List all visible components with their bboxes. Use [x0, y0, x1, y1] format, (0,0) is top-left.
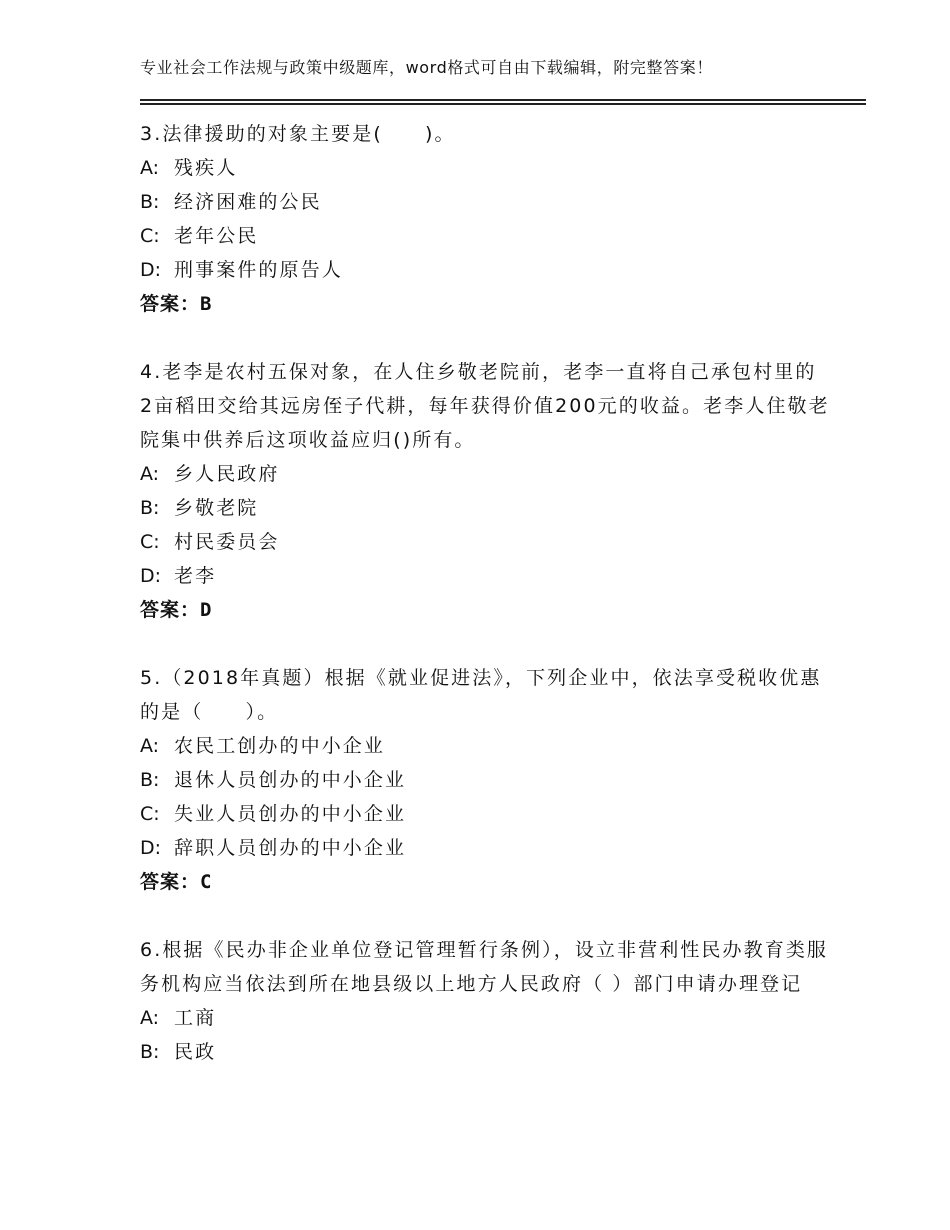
option-text: 乡敬老院 [174, 497, 259, 519]
option-key: B: [140, 497, 160, 519]
question-stem: 3.法律援助的对象主要是( )。 [140, 123, 456, 145]
answer-value: C [200, 871, 212, 893]
option-text: 工商 [174, 1007, 217, 1029]
header-rule-bottom [140, 103, 866, 105]
option-key: D: [140, 565, 162, 587]
question-5 [140, 661, 830, 899]
spacer [140, 321, 830, 355]
option-key: D: [140, 837, 162, 859]
option-key: C: [140, 225, 160, 247]
answer-label: 答案： [140, 599, 201, 621]
option-key: A: [140, 1007, 160, 1029]
question-stem: 6.根据《民办非企业单位登记管理暂行条例），设立非营利性民办教育类服务机构应当依法到所在地县级以上地方人民政府（ ）部门申请办理登记 [140, 939, 829, 995]
question-stem: 4.老李是农村五保对象，在人住乡敬老院前，老李一直将自己承包村里的2亩稻田交给其远房侄子代耕，每年获得价值200元的收益。老李人住敬老院集中供养后这项收益应归()所有。 [140, 361, 830, 451]
option-b [140, 491, 830, 525]
option-c [140, 525, 830, 559]
option-b [140, 763, 830, 797]
answer-value: D [200, 599, 212, 621]
question-4 [140, 355, 830, 627]
option-key: C: [140, 531, 160, 553]
spacer [140, 899, 830, 933]
option-b [140, 1035, 830, 1069]
answer-label: 答案： [140, 871, 201, 893]
answer-line [140, 287, 830, 321]
answer-line [140, 593, 830, 627]
option-b [140, 185, 830, 219]
option-key: B: [140, 769, 160, 791]
option-text: 村民委员会 [174, 531, 280, 553]
option-c [140, 219, 830, 253]
option-key: B: [140, 191, 160, 213]
option-d [140, 253, 830, 287]
option-text: 辞职人员创办的中小企业 [174, 837, 407, 859]
option-text: 乡人民政府 [174, 463, 280, 485]
option-key: A: [140, 157, 160, 179]
option-text: 退休人员创办的中小企业 [174, 769, 407, 791]
page-header: 专业社会工作法规与政策中级题库，word格式可自由下载编辑，附完整答案！ [140, 58, 713, 77]
answer-line [140, 865, 830, 899]
option-a [140, 729, 830, 763]
question-list [140, 117, 830, 1069]
option-a [140, 1001, 830, 1035]
header-rule-top [140, 99, 866, 101]
option-key: A: [140, 735, 160, 757]
option-d [140, 559, 830, 593]
answer-value: B [200, 293, 212, 315]
question-3 [140, 117, 830, 321]
option-key: A: [140, 463, 160, 485]
option-text: 老年公民 [174, 225, 259, 247]
option-key: D: [140, 259, 162, 281]
option-text: 民政 [174, 1041, 217, 1063]
option-text: 经济困难的公民 [174, 191, 322, 213]
option-d [140, 831, 830, 865]
option-key: B: [140, 1041, 160, 1063]
option-text: 老李 [174, 565, 217, 587]
option-text: 农民工创办的中小企业 [174, 735, 386, 757]
question-6 [140, 933, 830, 1069]
option-a [140, 151, 830, 185]
option-key: C: [140, 803, 160, 825]
answer-label: 答案： [140, 293, 201, 315]
spacer [140, 627, 830, 661]
option-c [140, 797, 830, 831]
option-text: 刑事案件的原告人 [174, 259, 343, 281]
question-stem: 5.（2018年真题）根据《就业促进法》，下列企业中，依法享受税收优惠的是（ ）。 [140, 667, 822, 723]
option-text: 残疾人 [174, 157, 238, 179]
option-a [140, 457, 830, 491]
option-text: 失业人员创办的中小企业 [174, 803, 407, 825]
